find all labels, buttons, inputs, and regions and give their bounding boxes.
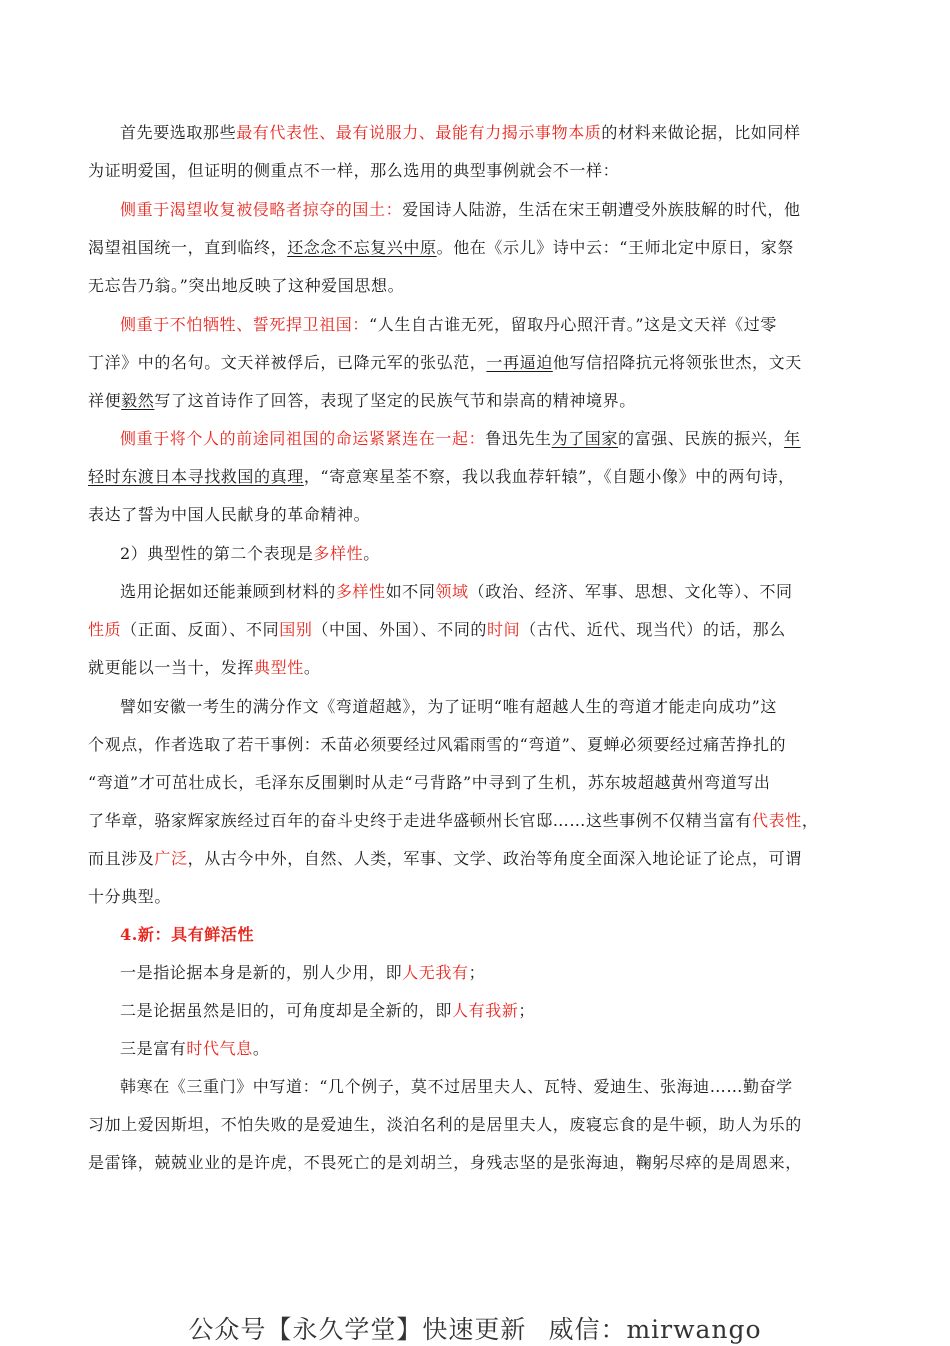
text-line: 为证明爱国，但证明的侧重点不一样，那么选用的典型事例就会不一样：: [88, 161, 620, 180]
text-line: “弯道”才可茁壮成长，毛泽东反围剿时从走“弓背路”中寻到了生机，苏东坡超越黄州弯道写出: [88, 773, 771, 792]
underlined-text: 为了国家: [551, 429, 619, 448]
text-line: 三是富有时代气息。: [120, 1039, 270, 1058]
text-line: 性质（正面、反面）、不同国别（中国、外国）、不同的时间（古代、近代、现当代）的话，那么: [88, 620, 786, 639]
text-line: 就更能以一当十，发挥典型性。: [88, 658, 321, 677]
highlight-text: 时间: [487, 620, 521, 639]
highlight-text: 人无我有: [402, 963, 469, 982]
text-line: 首先要选取那些最有代表性、最有说服力、最能有力揭示事物本质的材料来做论据，比如同样: [120, 123, 801, 142]
underlined-text: 还念念不忘复兴中原: [287, 238, 437, 257]
footer-left-text: 公众号【永久学堂】快速更新: [188, 1315, 527, 1344]
underlined-text: 年: [784, 429, 801, 448]
text-line: 习加上爱因斯坦，不怕失败的是爱迪生，淡泊名利的是居里夫人，废寝忘食的是牛顿，助人为乐的: [88, 1115, 802, 1134]
subheading-text: 侧重于将个人的前途同祖国的命运紧紧连在一起：: [120, 429, 486, 448]
highlight-text: 领域: [435, 582, 469, 601]
underlined-text: 毅然: [121, 391, 155, 410]
footer-right-text: 威信：mirwango: [548, 1315, 762, 1344]
text-line: 了华章，骆家辉家族经过百年的奋斗史终于走进华盛顿州长官邸……这些事例不仅精当富有代表性，: [88, 811, 819, 830]
text-line: 是雷锋，兢兢业业的是许虎，不畏死亡的是刘胡兰，身残志坚的是张海迪，鞠躬尽瘁的是周恩来，: [88, 1153, 802, 1172]
text-line: 轻时东渡日本寻找救国的真理，“寄意寒星荃不察，我以我血荐轩辕”，《自题小像》中的两句诗，: [88, 467, 795, 486]
text-line: 个观点，作者选取了若干事例：禾苗必须要经过风霜雨雪的“弯道”、夏蝉必须要经过痛苦挣扎的: [88, 735, 787, 754]
text-line: 而且涉及广泛，从古今中外，自然、人类，军事、文学、政治等角度全面深入地论证了论点，可谓: [88, 849, 802, 868]
text-line: 祥便毅然写了这首诗作了回答，表现了坚定的民族气节和崇高的精神境界。: [88, 391, 636, 410]
text-line: 2）典型性的第二个表现是多样性。: [120, 544, 380, 563]
text-line: 渴望祖国统一，直到临终，还念念不忘复兴中原。他在《示儿》诗中云：“王师北定中原日，家祭: [88, 238, 794, 257]
subheading-text: 侧重于不怕牺牲、誓死捍卫祖国：: [120, 315, 370, 334]
text-line: 侧重于将个人的前途同祖国的命运紧紧连在一起：鲁迅先生为了国家的富强、民族的振兴，年: [120, 429, 801, 448]
footer-watermark: [0, 1310, 950, 1346]
text-line: 选用论据如还能兼顾到材料的多样性如不同领域（政治、经济、军事、思想、文化等）、不同: [120, 582, 793, 601]
text-line: 十分典型。: [88, 887, 172, 906]
highlight-text: 代表性: [752, 811, 802, 830]
highlight-text: 多样性: [313, 544, 364, 563]
underlined-text: 一再逼迫: [486, 353, 553, 372]
text-line: 侧重于不怕牺牲、誓死捍卫祖国：“人生自古谁无死，留取丹心照汗青。”这是文天祥《过零: [120, 315, 777, 334]
text-line: 无忘告乃翁。”突出地反映了这种爱国思想。: [88, 276, 405, 295]
subheading-text: 侧重于渴望收复被侵略者掠夺的国土：: [120, 200, 403, 219]
highlight-text: 多样性: [335, 582, 386, 601]
highlight-text: 人有我新: [452, 1001, 519, 1020]
text-line: 二是论据虽然是旧的，可角度却是全新的，即人有我新；: [120, 1001, 536, 1020]
text-line: 侧重于渴望收复被侵略者掠夺的国土：爱国诗人陆游，生活在宋王朝遭受外族肢解的时代，他: [120, 200, 801, 219]
highlight-text: 典型性: [254, 658, 304, 677]
text-line: 譬如安徽一考生的满分作文《弯道超越》，为了证明“唯有超越人生的弯道才能走向成功”这: [120, 697, 777, 716]
highlight-text: 最有代表性、最有说服力、最能有力揭示事物本质: [236, 123, 602, 142]
highlight-text: 性质: [88, 620, 122, 639]
highlight-text: 广泛: [154, 849, 188, 868]
highlight-text: 时代气息: [186, 1039, 253, 1058]
text-line: 韩寒在《三重门》中写道：“几个例子，莫不过居里夫人、瓦特、爱迪生、张海迪……勤奋学: [120, 1077, 793, 1096]
highlight-text: 国别: [279, 620, 313, 639]
text-line: 一是指论据本身是新的，别人少用，即人无我有；: [120, 963, 486, 982]
text-line: 表达了誓为中国人民献身的革命精神。: [88, 505, 371, 524]
underlined-text: 轻时东渡日本寻找救国的真理: [88, 467, 304, 486]
heading-text: 4.新：具有鲜活性: [120, 925, 255, 944]
text-line: 丁洋》中的名句。文天祥被俘后，已降元军的张弘范，一再逼迫他写信招降抗元将领张世杰，文天: [88, 353, 802, 372]
